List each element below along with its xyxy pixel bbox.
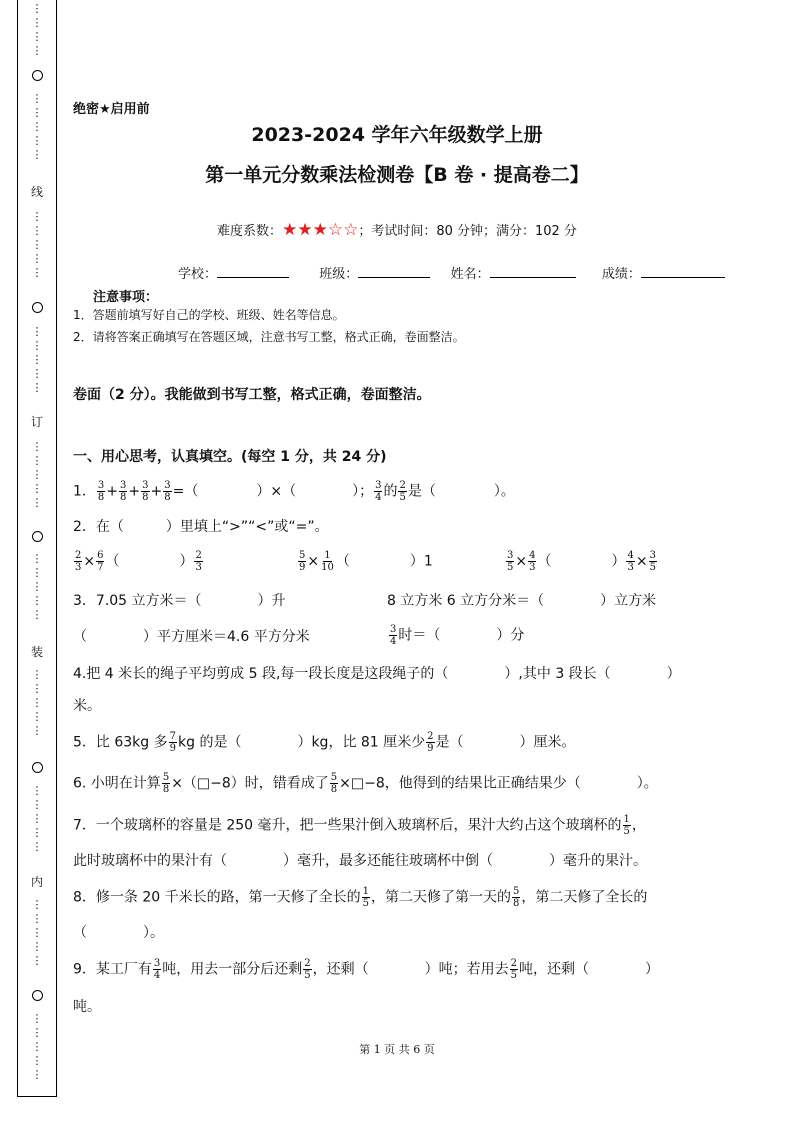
q4-line2: 米。 <box>73 698 101 714</box>
neatness-line: 卷面（2 分）。我能做到书写工整，格式正确，卷面整洁。 <box>73 387 431 403</box>
binding-char-line: 线 <box>30 185 43 199</box>
star-filled-icon: ★ <box>282 220 298 240</box>
star-empty-icon: ☆ <box>327 220 344 240</box>
difficulty-label: 难度系数： <box>217 224 283 239</box>
q4-line1: 4.把 4 米长的绳子平均剪成 5 段,每一段长度是这段绳子的（ ）,其中 3 段长（ ） <box>73 666 681 682</box>
binding-circle-4 <box>32 762 43 773</box>
q2-item-2: $\frac{5}{9}$ × $\frac{1}{10}$ （ ）1 <box>299 550 433 573</box>
difficulty-row <box>0 220 794 240</box>
binding-marks: ⋮ ⋮ ⋮ ⋮ ⋮ ⋮ ⋮ ⋮ ⋮ 线 ⋮ ⋮ ⋮ ⋮ ⋮ ⋮ ⋮ ⋮ ⋮ ⋮ 订 ⋮ ⋮ ⋮ ⋮ ⋮ ⋮ ⋮ ⋮ ⋮ ⋮ 装 ⋮ ⋮ ⋮ ⋮ ⋮ ⋮ ⋮ ⋮ ⋮ ⋮ 内 ⋮ ⋮ ⋮ ⋮ ⋮ ⋮ ⋮ ⋮ ⋮ ⋮ <box>17 0 57 1097</box>
section1-heading: 一、用心思考，认真填空。(每空 1 分，共 24 分) <box>73 449 387 465</box>
binding-circle-5 <box>32 990 43 1001</box>
field-class-blank[interactable] <box>358 277 430 278</box>
field-score-blank[interactable] <box>641 277 725 278</box>
title-line2: 第一单元分数乘法检测卷【B 卷 · 提高卷二】 <box>205 164 589 186</box>
info-fields <box>178 263 725 282</box>
exam-info: ；考试时间：80 分钟；满分：102 分 <box>358 224 577 239</box>
question-5: 5．比 63kg 多 $\frac{7}{9}$ kg 的是（ ）kg，比 81 厘米少 $\frac{2}{9}$ 是（ ）厘米。 <box>73 731 576 754</box>
q9-line1: 9．某工厂有 $\frac{3}{4}$ 吨，用去一部分后还剩 $\frac{2}{5}$ ，还剩（ ）吨；若用去 $\frac{2}{5}$ 吨，还剩（ ） <box>73 958 660 981</box>
title-line1: 2023-2024 学年六年级数学上册 <box>251 124 543 146</box>
star-empty-icon: ☆ <box>343 220 359 240</box>
q9-line2: 吨。 <box>73 999 101 1015</box>
binding-char-nei: 内 <box>30 875 43 889</box>
page-footer: 第 1 页 共 6 页 <box>359 1043 435 1056</box>
q8-line1: 8．修一条 20 千米长的路，第一天修了全长的 $\frac{1}{5}$ ，第二天修了第一天的 $\frac{5}{8}$ ，第二天修了全长的 <box>73 886 648 909</box>
field-name-blank[interactable] <box>490 277 576 278</box>
secret-label: 绝密★启用前 <box>73 102 150 117</box>
q3-line2b: $\frac{3}{4}$ 时＝（ ）分 <box>390 624 525 647</box>
q7-line2: 此时玻璃杯中的果汁有（ ）毫升，最多还能往玻璃杯中倒（ ）毫升的果汁。 <box>73 853 647 869</box>
field-score-label: 成绩： <box>601 267 641 282</box>
difficulty-stars <box>282 220 359 240</box>
binding-char-ding: 订 <box>30 415 43 429</box>
notes-item-1: 1．答题前填写好自己的学校、班级、姓名等信息。 <box>73 308 345 322</box>
star-filled-icon: ★ <box>297 220 313 240</box>
q2-item-3: $\frac{3}{5}$ × $\frac{4}{3}$ （ ） $\frac{4}{3}$ × $\frac{3}{5}$ <box>507 550 656 573</box>
binding-circle-1 <box>32 70 43 81</box>
field-school-label: 学校： <box>178 267 218 282</box>
q3-line1b: 8 立方米 6 立方分米＝（ ）立方米 <box>387 593 657 609</box>
q3-line1a: 3．7.05 立方米＝（ ）升 <box>73 593 286 609</box>
question-6: 6. 小明在计算 $\frac{5}{8}$ ×（□−8）时，错看成了 $\frac{5}{8}$ ×□−8，他得到的结果比正确结果少（ ）。 <box>73 772 658 795</box>
question-2: 2．在（ ）里填上“>”“<”或“=”。 <box>73 519 329 535</box>
q7-line1: 7．一个玻璃杯的容量是 250 毫升，把一些果汁倒入玻璃杯后，果汁大约占这个玻璃杯的 $\frac{1}{5}$ ， <box>73 814 646 837</box>
q3-line2a: （ ）平方厘米＝4.6 平方分米 <box>73 629 310 645</box>
q8-line2: （ ）。 <box>73 925 164 941</box>
q2-item-1: $\frac{2}{3}$ × $\frac{6}{7}$ （ ） $\frac{2}{3}$ <box>75 550 202 573</box>
binding-circle-3 <box>32 531 43 542</box>
notes-heading: 注意事项： <box>93 290 159 305</box>
question-1: 1． $\frac{3}{8}$ + $\frac{3}{8}$ + $\frac{3}{8}$ + $\frac{3}{8}$ =（ ）×（ ）； $\frac{3}{4}$ 的 $\frac{2}{5}$ 是（ ）。 <box>73 480 515 503</box>
binding-char-zhuang: 装 <box>30 645 43 659</box>
star-filled-icon: ★ <box>312 220 328 240</box>
notes-item-2: 2．请将答案正确填写在答题区域，注意书写工整，格式正确，卷面整洁。 <box>73 330 465 344</box>
field-school-blank[interactable] <box>217 277 289 278</box>
field-class-label: 班级： <box>319 267 359 282</box>
binding-circle-2 <box>32 302 43 313</box>
field-name-label: 姓名： <box>450 267 490 282</box>
